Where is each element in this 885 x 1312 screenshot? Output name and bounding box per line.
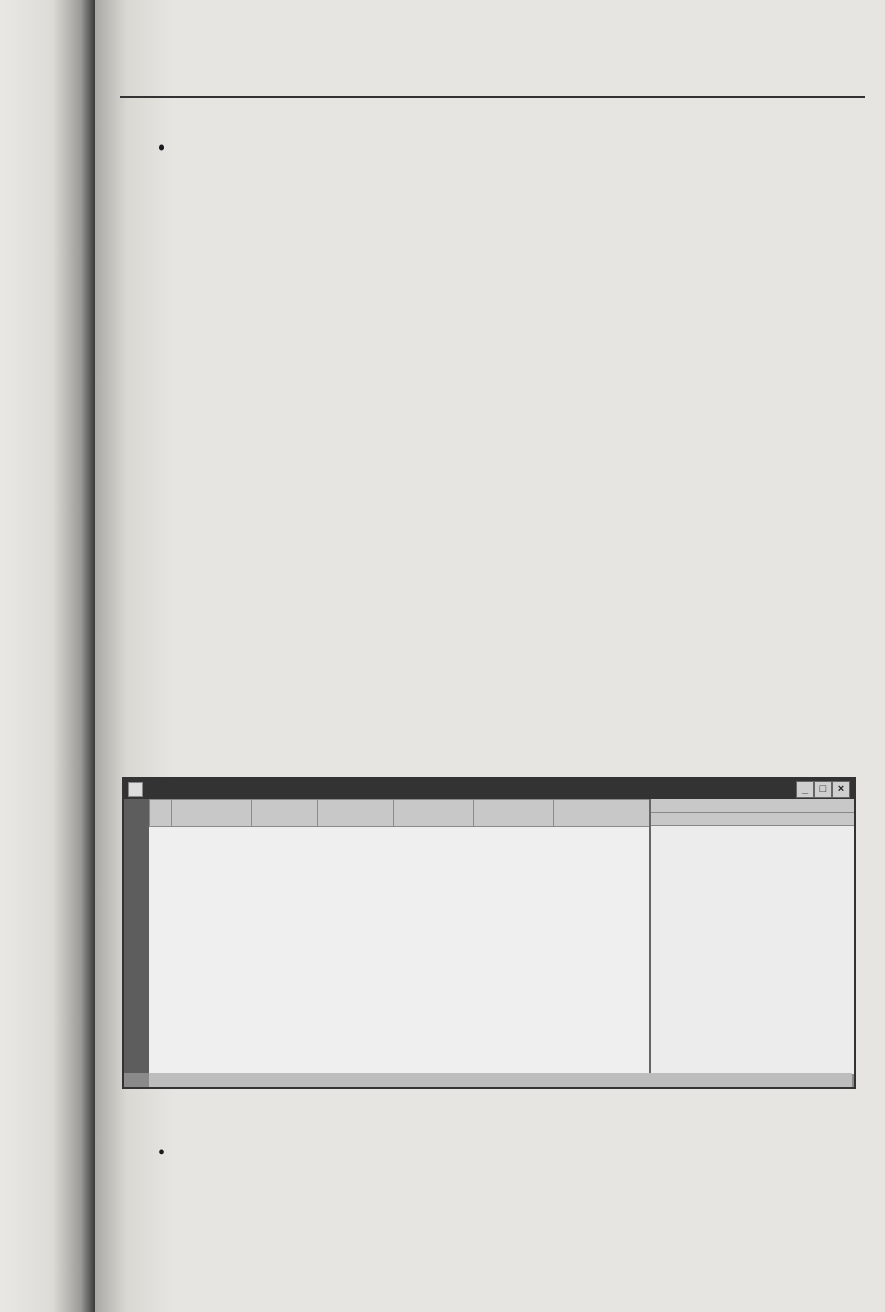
previous-page-edge [0,0,95,1312]
minimize-icon[interactable]: _ [796,781,814,798]
column-header[interactable] [394,800,474,827]
gantt-bars [651,825,854,1074]
definition-list [155,135,855,136]
column-header[interactable] [172,800,252,827]
maximize-icon[interactable]: □ [814,781,832,798]
column-header[interactable] [252,800,318,827]
column-header[interactable] [474,800,554,827]
definition-list [155,1140,855,1141]
figure-screenshot [122,777,856,1089]
column-header[interactable] [554,800,650,827]
view-bar [124,799,149,1073]
close-icon[interactable]: × [832,781,850,798]
gantt-chart [649,799,854,1074]
task-table [149,799,649,1074]
book-page [95,0,885,1312]
timescale [651,799,854,826]
column-header[interactable] [150,800,172,827]
window-titlebar [124,779,854,799]
horizontal-scrollbar[interactable] [149,1073,852,1087]
app-icon [128,782,143,797]
table-header-row [150,800,650,827]
running-header [120,62,865,98]
column-header[interactable] [318,800,394,827]
